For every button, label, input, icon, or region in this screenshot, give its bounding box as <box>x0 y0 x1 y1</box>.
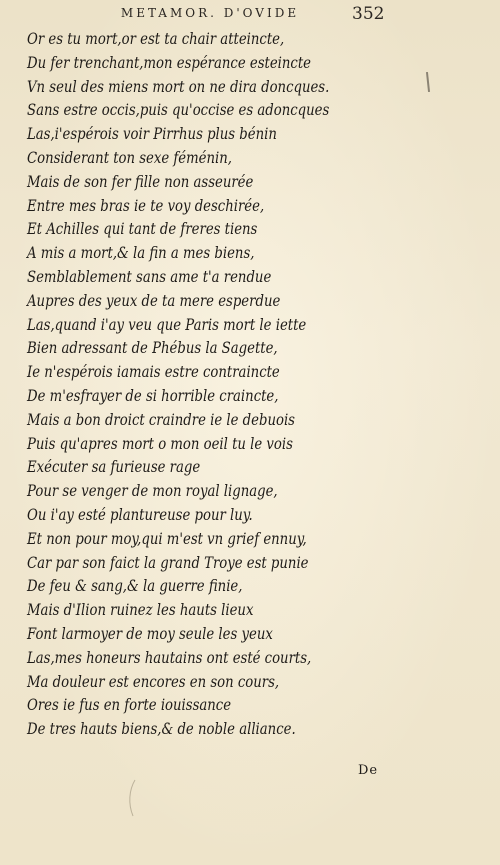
verse-line: A mis a mort,& la fin a mes biens, <box>27 244 255 263</box>
verse-line: Et Achilles qui tant de freres tiens <box>27 220 258 239</box>
verse-line: Aupres des yeux de ta mere esperdue <box>27 291 281 310</box>
verse-line: Car par son faict la grand Troye est punie <box>27 553 309 572</box>
verse-line: Mais de son fer fille non asseurée <box>27 172 254 191</box>
verse-line: Vn seul des miens mort on ne dira doncques. <box>27 77 330 96</box>
verse-line: Mais d'Ilion ruinez les hauts lieux <box>27 601 254 620</box>
catchword: De <box>358 763 379 778</box>
verse-line: Sans estre occis,puis qu'occise es adoncques <box>27 101 330 120</box>
verse-line: Las,mes honeurs hautains ont esté courts, <box>27 648 312 667</box>
verse-line: Puis qu'apres mort o mon oeil tu le vois <box>27 434 293 453</box>
verse-line: Ou i'ay esté plantureuse pour luy. <box>27 505 253 524</box>
paper-fold-mark <box>125 778 139 818</box>
verse-line: De tres hauts biens,& de noble alliance. <box>27 720 296 739</box>
verse-line: Font larmoyer de moy seule les yeux <box>27 624 273 643</box>
verse-line: Semblablement sans ame t'a rendue <box>27 267 272 286</box>
verse-line: Las,i'espérois voir Pirrhus plus bénin <box>27 125 277 144</box>
verse-line: De feu & sang,& la guerre finie, <box>27 577 243 596</box>
verse-line: Or es tu mort,or est ta chair atteincte, <box>27 30 285 48</box>
verse-line: Entre mes bras ie te voy deschirée, <box>27 196 265 215</box>
verse-line: Et non pour moy,qui m'est vn grief ennuy, <box>27 529 307 548</box>
verse-line: Du fer trenchant,mon espérance esteincte <box>27 53 311 72</box>
page-number: 352 <box>352 4 385 24</box>
running-title: METAMOR. D'OVIDE <box>120 6 300 20</box>
verse-line: Bien adressant de Phébus la Sagette, <box>27 339 278 358</box>
verse-line: Mais a bon droict craindre ie le debuois <box>27 410 295 429</box>
verse-line: Las,quand i'ay veu que Paris mort le iette <box>27 315 307 334</box>
verse-line: Ores ie fus en forte iouissance <box>27 696 232 715</box>
verse-line: Considerant ton sexe féménin, <box>27 148 232 167</box>
margin-ink-mark <box>426 72 430 92</box>
verse-line: Pour se venger de mon royal lignage, <box>27 482 278 501</box>
verse-line: Ie n'espérois iamais estre contraincte <box>27 363 280 382</box>
verse-line: De m'esfrayer de si horrible craincte, <box>27 386 279 405</box>
verse-line: Ma douleur est encores en son cours, <box>27 672 280 691</box>
verse-line: Exécuter sa furieuse rage <box>27 458 201 477</box>
verse-block <box>27 28 367 742</box>
